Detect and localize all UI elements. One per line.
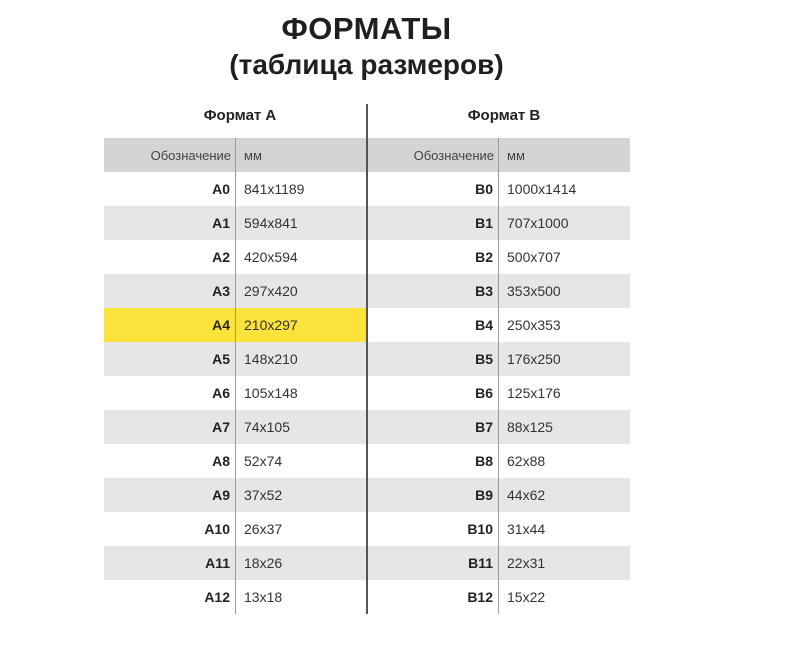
format-a-format-size: 420x594 bbox=[244, 249, 298, 265]
format-a-table-row bbox=[104, 410, 366, 444]
format-b-table-row bbox=[368, 580, 630, 614]
format-b-format-code: B11 bbox=[468, 555, 493, 571]
format-b-caption: Формат B bbox=[467, 107, 541, 124]
format-b-table-row bbox=[368, 410, 630, 444]
format-a-col-code-header: Обозначение bbox=[150, 147, 231, 163]
format-b-format-code: B8 bbox=[475, 453, 493, 469]
format-b-format-size: 250x353 bbox=[507, 317, 561, 333]
format-a-col-mm-header: мм bbox=[244, 147, 262, 163]
format-a-format-code: A10 bbox=[204, 521, 230, 537]
format-b-table-row bbox=[368, 546, 630, 580]
format-b-format-size: 176x250 bbox=[507, 351, 561, 367]
format-b-format-size: 44x62 bbox=[507, 487, 546, 503]
format-b-format-size: 707x1000 bbox=[507, 215, 569, 231]
format-b-format-code: B9 bbox=[475, 487, 493, 503]
format-b-header-row bbox=[368, 138, 630, 172]
format-a-table-row bbox=[104, 580, 366, 614]
format-b-format-size: 15x22 bbox=[507, 589, 546, 605]
format-a-format-code: A1 bbox=[212, 215, 230, 231]
format-a-format-code: A7 bbox=[212, 419, 230, 435]
format-b-format-size: 22x31 bbox=[507, 555, 546, 571]
format-b-format-code: B4 bbox=[475, 317, 493, 333]
format-b-table-row bbox=[368, 376, 630, 410]
format-a-format-code: A11 bbox=[205, 555, 230, 571]
format-b-table-row bbox=[368, 274, 630, 308]
format-a-caption: Формат А bbox=[203, 107, 277, 124]
format-b-format-code: B10 bbox=[467, 521, 493, 537]
format-a-format-size: 52x74 bbox=[244, 453, 283, 469]
format-b-col-mm-header: мм bbox=[507, 147, 525, 163]
format-a-format-size: 841x1189 bbox=[244, 181, 305, 197]
format-a-header-row bbox=[104, 138, 366, 172]
format-a-format-code: A12 bbox=[204, 589, 230, 605]
format-a-table-row bbox=[104, 444, 366, 478]
format-b-format-code: B2 bbox=[475, 249, 493, 265]
format-b-format-size: 88x125 bbox=[507, 419, 553, 435]
format-b-rows bbox=[368, 172, 630, 614]
format-b-format-size: 1000x1414 bbox=[507, 181, 577, 197]
format-a-format-size: 105x148 bbox=[244, 385, 298, 401]
format-a-format-size: 37x52 bbox=[244, 487, 283, 503]
format-b-table-row bbox=[368, 240, 630, 274]
format-a-format-size: 210x297 bbox=[244, 317, 298, 333]
format-a-table-row bbox=[104, 172, 366, 206]
format-a-table-row bbox=[104, 274, 366, 308]
format-b-table-row bbox=[368, 512, 630, 546]
format-a-format-size: 26x37 bbox=[244, 521, 283, 537]
format-a-format-code: A5 bbox=[212, 351, 230, 367]
format-b-table-row bbox=[368, 444, 630, 478]
format-b-format-code: B0 bbox=[475, 181, 493, 197]
format-b-format-code: B12 bbox=[467, 589, 493, 605]
format-a-table-row bbox=[104, 342, 366, 376]
format-a-format-size: 148x210 bbox=[244, 351, 298, 367]
format-a-table bbox=[104, 104, 366, 614]
format-a-format-code: A4 bbox=[212, 317, 230, 333]
format-b-format-size: 62x88 bbox=[507, 453, 546, 469]
page-title: ФОРМАТЫ bbox=[281, 11, 452, 46]
format-b-table-row bbox=[368, 308, 630, 342]
format-a-format-size: 297x420 bbox=[244, 283, 298, 299]
format-a-format-size: 18x26 bbox=[244, 555, 283, 571]
format-b-table-row bbox=[368, 342, 630, 376]
format-a-table-row bbox=[104, 206, 366, 240]
format-a-table-row bbox=[104, 240, 366, 274]
format-b-format-code: B7 bbox=[475, 419, 493, 435]
format-b-table bbox=[368, 104, 630, 614]
format-b-table-row bbox=[368, 206, 630, 240]
page-subtitle: (таблица размеров) bbox=[229, 49, 504, 80]
format-a-table-row bbox=[104, 308, 366, 342]
format-b-format-size: 353x500 bbox=[507, 283, 561, 299]
format-b-table-row bbox=[368, 478, 630, 512]
format-a-table-row bbox=[104, 478, 366, 512]
format-a-format-code: A3 bbox=[212, 283, 230, 299]
format-a-format-code: A8 bbox=[212, 453, 230, 469]
format-a-format-code: A2 bbox=[212, 249, 230, 265]
format-a-format-code: A0 bbox=[212, 181, 230, 197]
format-b-format-code: B1 bbox=[475, 215, 493, 231]
format-b-table-row bbox=[368, 172, 630, 206]
format-a-rows bbox=[104, 172, 366, 614]
format-a-format-size: 13x18 bbox=[244, 589, 283, 605]
format-b-format-size: 31x44 bbox=[507, 521, 546, 537]
format-a-format-size: 74x105 bbox=[244, 419, 290, 435]
format-b-format-code: B5 bbox=[475, 351, 493, 367]
format-a-format-size: 594x841 bbox=[244, 215, 298, 231]
format-b-format-code: B3 bbox=[475, 283, 493, 299]
format-b-format-size: 500x707 bbox=[507, 249, 561, 265]
format-a-table-row bbox=[104, 512, 366, 546]
format-a-table-row bbox=[104, 376, 366, 410]
format-b-col-code-header: Обозначение bbox=[413, 147, 494, 163]
format-a-format-code: A6 bbox=[212, 385, 230, 401]
format-a-format-code: A9 bbox=[212, 487, 230, 503]
format-b-format-size: 125x176 bbox=[507, 385, 561, 401]
format-a-table-row bbox=[104, 546, 366, 580]
format-b-format-code: B6 bbox=[475, 385, 493, 401]
